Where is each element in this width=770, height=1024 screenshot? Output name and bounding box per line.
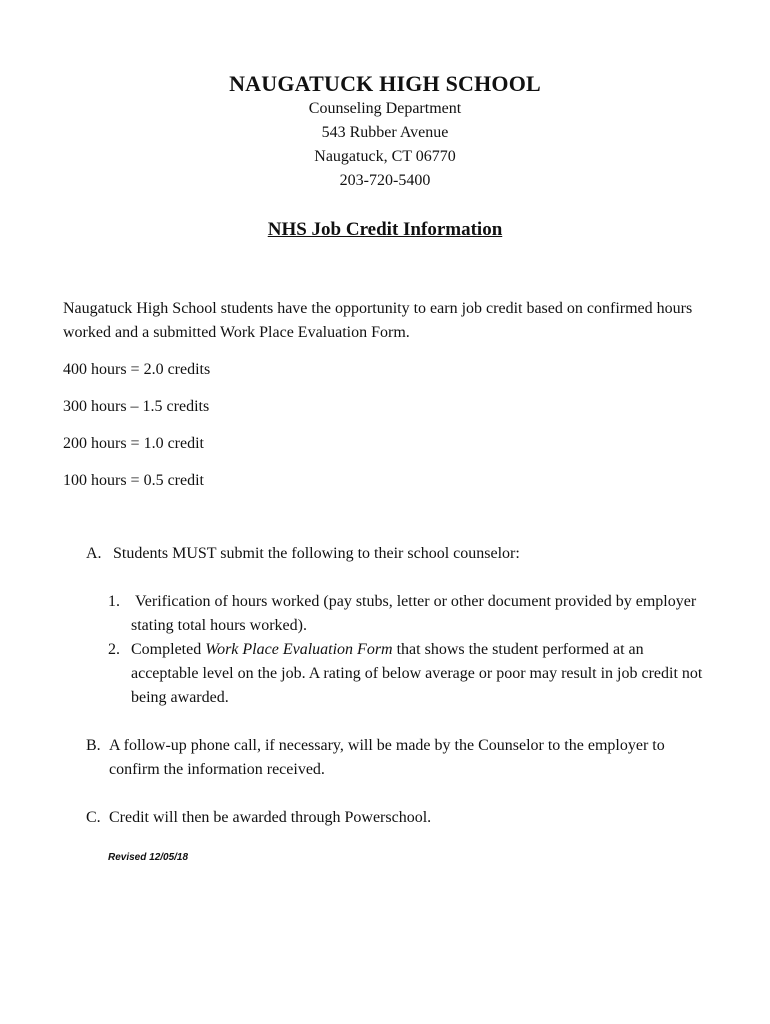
section-c [86,806,706,830]
street-address: 543 Rubber Avenue [321,124,449,141]
section-b-marker: B. [86,737,101,754]
section-b-text: A follow-up phone call, if necessary, will be made by the Counselor to the employer to confirm the information received. [109,737,665,778]
item-2-marker: 2. [108,641,120,658]
item-1-marker: 1. [108,593,120,610]
intro-paragraph: Naugatuck High School students have the opportunity to earn job credit based on confirmed hours worked and a submitted Work Place Evaluation Form. [63,300,693,341]
section-a-text: Students MUST submit the following to their school counselor: [113,545,520,562]
item-2-form-name: Work Place Evaluation Form [205,641,393,658]
section-c-marker: C. [86,809,101,826]
item-1-text: Verification of hours worked (pay stubs, letter or other document provided by employer stating total hours worked). [131,593,697,634]
credit-line-300: 300 hours – 1.5 credits [63,398,210,415]
item-2-prefix: Completed [131,641,206,658]
credit-line-200: 200 hours = 1.0 credit [63,435,204,452]
credit-line-400: 400 hours = 2.0 credits [63,361,211,378]
section-a-item-2 [108,638,708,710]
section-c-text: Credit will then be awarded through Powerschool. [109,809,432,826]
city-state-zip: Naugatuck, CT 06770 [314,148,456,165]
revised-date: Revised 12/05/18 [108,852,189,863]
department-name: Counseling Department [308,100,462,117]
document-title: NHS Job Credit Information [267,219,503,240]
item-2-suffix: that shows the student performed at an acceptable level on the job. A rating of below average or poor may result in job credit not being awarded. [131,641,703,706]
school-name: NAUGATUCK HIGH SCHOOL [229,71,541,96]
section-a-item-1 [108,590,708,638]
phone-number: 203-720-5400 [339,172,431,189]
section-b [86,734,711,782]
section-a-marker: A. [86,545,102,562]
item-2-text [131,638,708,710]
credit-line-100: 100 hours = 0.5 credit [63,472,204,489]
